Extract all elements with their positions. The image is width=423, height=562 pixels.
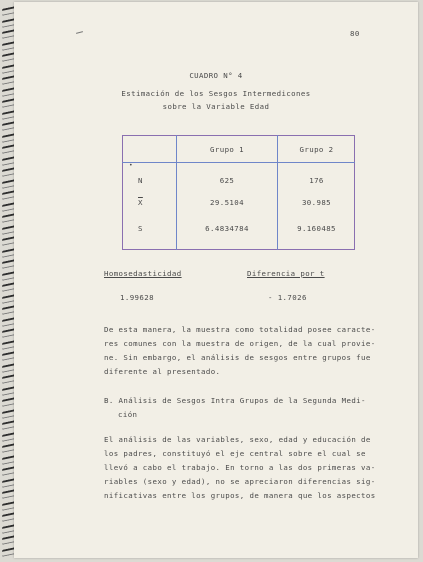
table-row-label: $\overline{X}$	[138, 198, 143, 207]
table-cell: 9.160485	[297, 224, 336, 233]
table-number: CUADRO N° 4	[189, 71, 243, 80]
table-dot: •	[129, 162, 134, 169]
diferencia-label: Diferencia por t	[247, 269, 325, 278]
table-cell: 625	[219, 176, 235, 185]
table-cell: 6.4834784	[205, 224, 249, 233]
paragraph-2-line: los padres, constituyó el eje central sobre el cual se	[104, 449, 366, 458]
table-cell: 29.5104	[210, 198, 244, 207]
paragraph-2-line: riables (sexo y edad), no se apreciaron diferencias sig-	[104, 477, 376, 486]
table-title-line-2: sobre la Variable Edad	[162, 102, 270, 111]
paragraph-1-line: ne. Sin embargo, el análisis de sesgos entre grupos fue	[104, 353, 371, 362]
document-page	[14, 2, 418, 558]
table-title-line-1: Estimación de los Sesgos Intermedicones	[121, 89, 311, 98]
table-header-grupo-1: Grupo 1	[210, 145, 244, 154]
table-header-grupo-2: Grupo 2	[299, 145, 334, 154]
paragraph-1-line: De esta manera, la muestra como totalidad posee caracte-	[104, 325, 376, 334]
page-number: 80	[350, 29, 360, 38]
paragraph-2-line: llevó a cabo el trabajo. En torno a las dos primeras va-	[104, 463, 376, 472]
diferencia-value: - 1.7026	[268, 293, 307, 302]
paragraph-2-line: El análisis de las variables, sexo, edad y educación de	[104, 435, 371, 444]
section-heading-line-1: B. Análisis de Sesgos Intra Grupos de la Segunda Medi-	[104, 396, 366, 405]
table-row-label: S	[138, 224, 143, 233]
table-cell: 176	[309, 176, 324, 185]
pen-mark	[76, 31, 83, 34]
paragraph-1-line: res comunes con la muestra de origen, de la cual provie-	[104, 339, 376, 348]
table-cell: 30.985	[301, 198, 332, 207]
paragraph-1-line: diferente al presentado.	[104, 367, 221, 376]
table-row-label: N	[138, 176, 143, 185]
homosedasticidad-value: 1.99628	[120, 293, 154, 302]
paragraph-2-line: nificativas entre los grupos, de manera que los aspectos	[104, 491, 376, 500]
statistics-table	[122, 135, 355, 250]
table-header-divider	[122, 162, 355, 163]
section-heading-line-2: ción	[118, 410, 138, 419]
homosedasticidad-label: Homosedasticidad	[104, 269, 182, 278]
